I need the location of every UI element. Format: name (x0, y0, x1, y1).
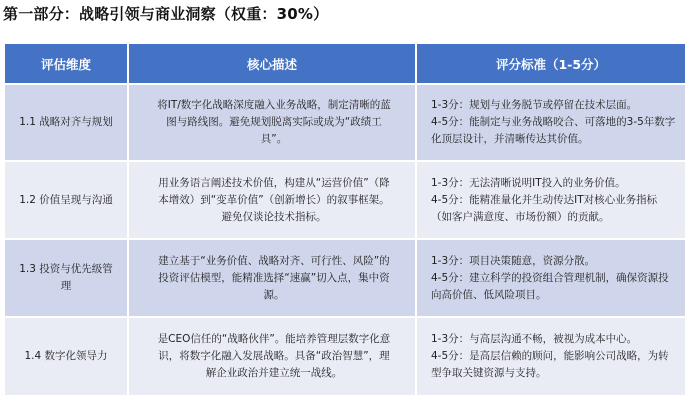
dimension-cell: 1.1 战略对齐与规划 (5, 85, 129, 162)
standard-cell (417, 85, 685, 162)
table-row (5, 318, 685, 397)
table-row (5, 85, 685, 162)
table-row (5, 240, 685, 318)
dimension-cell: 1.3 投资与优先级管理 (5, 240, 129, 318)
dimension-cell: 1.2 价值呈现与沟通 (5, 162, 129, 240)
header-dimension: 评估维度 (5, 44, 129, 85)
standard-high-text: 4-5分：能制定与业务战略咬合、可落地的3-5年数字化顶层设计，并清晰传达其价值。 (431, 116, 676, 145)
description-cell: 用业务语言阐述技术价值，构建从“运营价值”（降本增效）到“变革价值”（创新增长）的叙事框架。避免仅谈论技术指标。 (129, 162, 417, 240)
description-cell: 建立基于“业务价值、战略对齐、可行性、风险”的投资评估模型，能精准选择“速赢”切入点，集中资源。 (129, 240, 417, 318)
standard-low-text: 1-3分：无法清晰说明IT投入的业务价值。 (431, 176, 626, 189)
header-description: 核心描述 (129, 44, 417, 85)
standard-low-text: 1-3分：与高层沟通不畅，被视为成本中心。 (431, 333, 638, 345)
table-header-row (5, 44, 685, 85)
standard-high-text: 4-5分：是高层信赖的顾问，能影响公司战略，为转型争取关键资源与支持。 (431, 350, 669, 379)
dimension-cell: 1.4 数字化领导力 (5, 318, 129, 397)
description-cell: 将IT/数字化战略深度融入业务战略，制定清晰的蓝图与路线图。避免规划脱离实际或成为“政绩工具”。 (129, 85, 417, 162)
description-cell: 是CEO信任的“战略伙伴”。能培养管理层数字化意识，将数字化融入发展战略。具备“政治智慧”，理解企业政治并建立统一战线。 (129, 318, 417, 397)
standard-cell (417, 240, 685, 318)
standard-high-text: 4-5分：建立科学的投资组合管理机制，确保资源投向高价值、低风险项目。 (431, 271, 669, 301)
header-standard: 评分标准（1-5分） (417, 44, 685, 85)
table-row (5, 162, 685, 240)
page-title: 第一部分：战略引领与商业洞察（权重：30%） (3, 5, 329, 23)
standard-cell (417, 162, 685, 240)
standard-low-text: 1-3分：规划与业务脱节或停留在技术层面。 (431, 99, 638, 111)
evaluation-rubric-table (5, 44, 685, 397)
standard-low-text: 1-3分：项目决策随意，资源分散。 (431, 254, 596, 267)
standard-cell (417, 318, 685, 397)
standard-high-text: 4-5分：能精准量化并生动传达IT对核心业务指标（如客户满意度、市场份额）的贡献。 (431, 193, 658, 223)
